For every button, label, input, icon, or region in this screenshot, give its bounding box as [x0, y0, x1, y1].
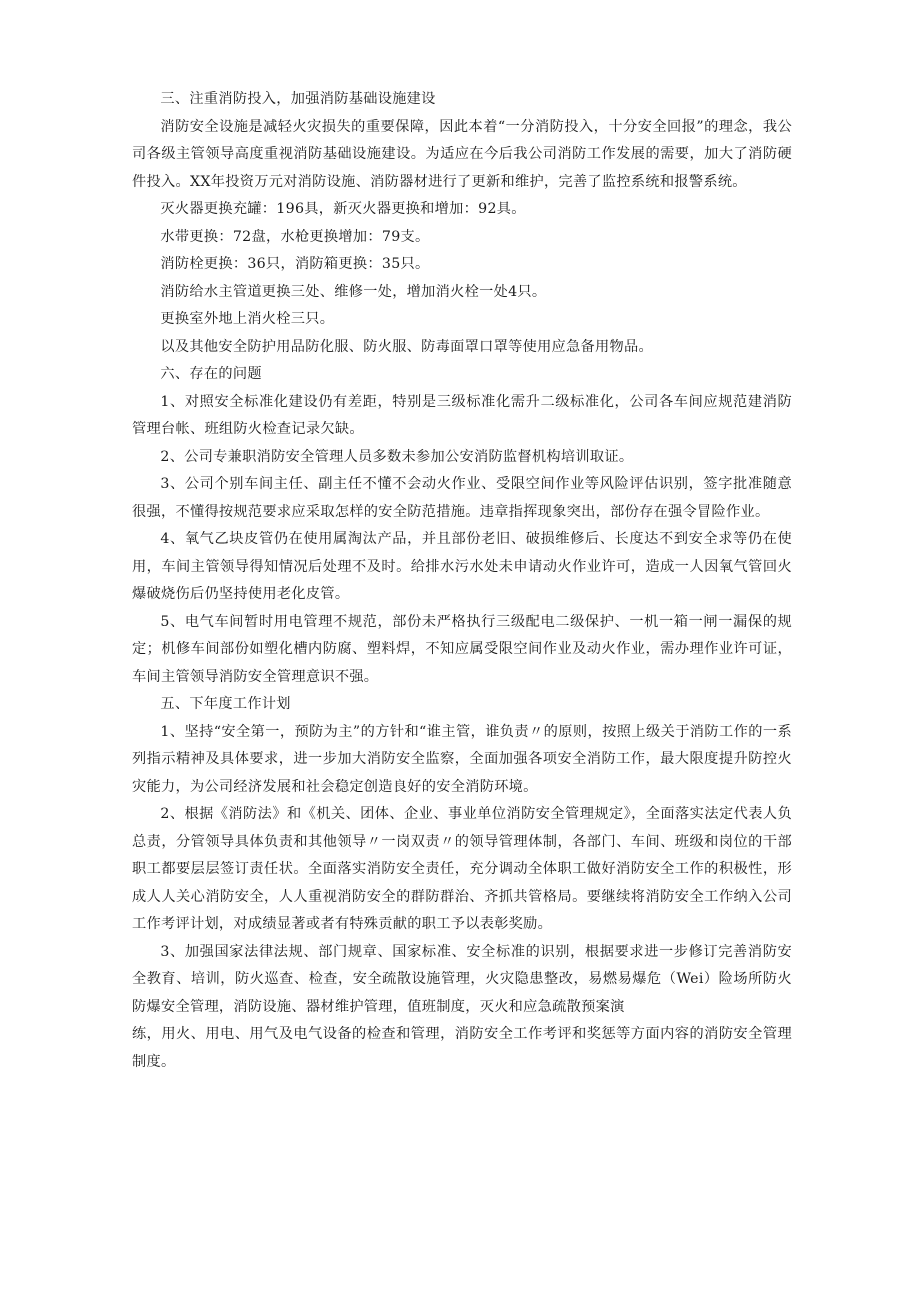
list-item: 灭火器更换充罐：196具，新灭火器更换和增加：92具。	[160, 201, 526, 217]
list-item: 消防栓更换：36只，消防箱更换：35只。	[160, 256, 430, 272]
problem-item: 4、氧气乙块皮管仍在使用属淘汰产品，并且部份老旧、破损维修后、长度达不到安全求等仍在使用，车间主管领导得知情况后处理不及时。给排水污水处未申请动火作业许可，造成一人因氧气管回火爆破烧伤后仍坚持使用老化皮管。	[132, 531, 792, 602]
list-item: 水带更换：72盘，水枪更换增加：79支。	[160, 228, 430, 245]
problem-item: 3、公司个别车间主任、副主任不懂不会动火作业、受限空间作业等风险评估识别，签字批准随意很强，不懂得按规范要求应采取怎样的安全防范措施。违章指挥现象突出，部份存在强令冒险作业。	[132, 476, 792, 520]
list-item: 以及其他安全防护用品防化服、防火服、防毒面罩口罩等使用应急备用物品。	[160, 338, 653, 355]
list-item: 更换室外地上消火栓三只。	[160, 311, 335, 327]
list-item: 消防给水主管道更换三处、维修一处，增加消火栓一处4只。	[160, 283, 547, 300]
problem-item: 1、对照安全标准化建设仍有差距，特别是三级标准化需升二级标准化，公司各车间应规范建消防管理台帐、班组防火检查记录欠缺。	[132, 393, 792, 437]
document-page	[132, 86, 792, 1076]
problem-item: 5、电气车间暂时用电管理不规范，部份未严格执行三级配电二级保护、一机一箱一闸一漏保的规定；机修车间部份如塑化槽内防腐、塑料焊，不知应属受限空间作业及动火作业，需办理作业许可证，车间主管领导消防安全管理意识不强。	[132, 613, 792, 685]
plan-item: 2、根据《消防法》和《机关、团体、企业、事业单位消防安全管理规定》，全面落实法定代表人负总责，分管领导具体负责和其他领导〃一岗双责〃的领导管理体制，各部门、车间、班级和岗位的干部职工都要层层签订责任状。全面落实消防安全责任，充分调动全体职工做好消防安全工作的积极性，形成人人关心消防安全，人人重视消防安全的群防群治、齐抓共管格局。要继续将消防安全工作纳入公司工作考评计划，对成绩显著或者有特殊贡献的职工予以表彰奖励。	[132, 806, 792, 932]
section-heading-5: 五、下年度工作计划	[160, 696, 291, 712]
plan-item-continuation: 练，用火、用电、用气及电气设备的检查和管理，消防安全工作考评和奖惩等方面内容的消防安全管理制度。	[132, 1026, 792, 1070]
paragraph: 消防安全设施是减轻火灾损失的重要保障，因此本着“一分消防投入，十分安全回报”的理念，我公司各级主管领导高度重视消防基础设施建设。为适应在今后我公司消防工作发展的需要，加大了消防硬件投入。XX年投资万元对消防设施、消防器材进行了更新和维护，完善了监控系统和报警系统。	[132, 118, 792, 190]
plan-item: 1、坚持“安全第一，预防为主”的方针和“谁主管，谁负责〃的原则，按照上级关于消防工作的一系列指示精神及具体要求，进一步加大消防安全监察，全面加强各项安全消防工作，最大限度提升防控火灾能力，为公司经济发展和社会稳定创造良好的安全消防环境。	[132, 723, 792, 795]
plan-item: 3、加强国家法律法规、部门规章、国家标准、安全标准的识别，根据要求进一步修订完善消防安全教育、培训，防火巡查、检查，安全疏散设施管理，火灾隐患整改，易燃易爆危（Wei）险场所防火防爆安全管理，消防设施、器材维护管理，值班制度，灭火和应急疏散预案演	[132, 943, 792, 1015]
problem-item: 2、公司专兼职消防安全管理人员多数未参加公安消防监督机构培训取证。	[160, 448, 634, 465]
section-heading-3: 三、注重消防投入，加强消防基础设施建设	[160, 91, 436, 107]
section-heading-6: 六、存在的问题	[160, 366, 262, 382]
